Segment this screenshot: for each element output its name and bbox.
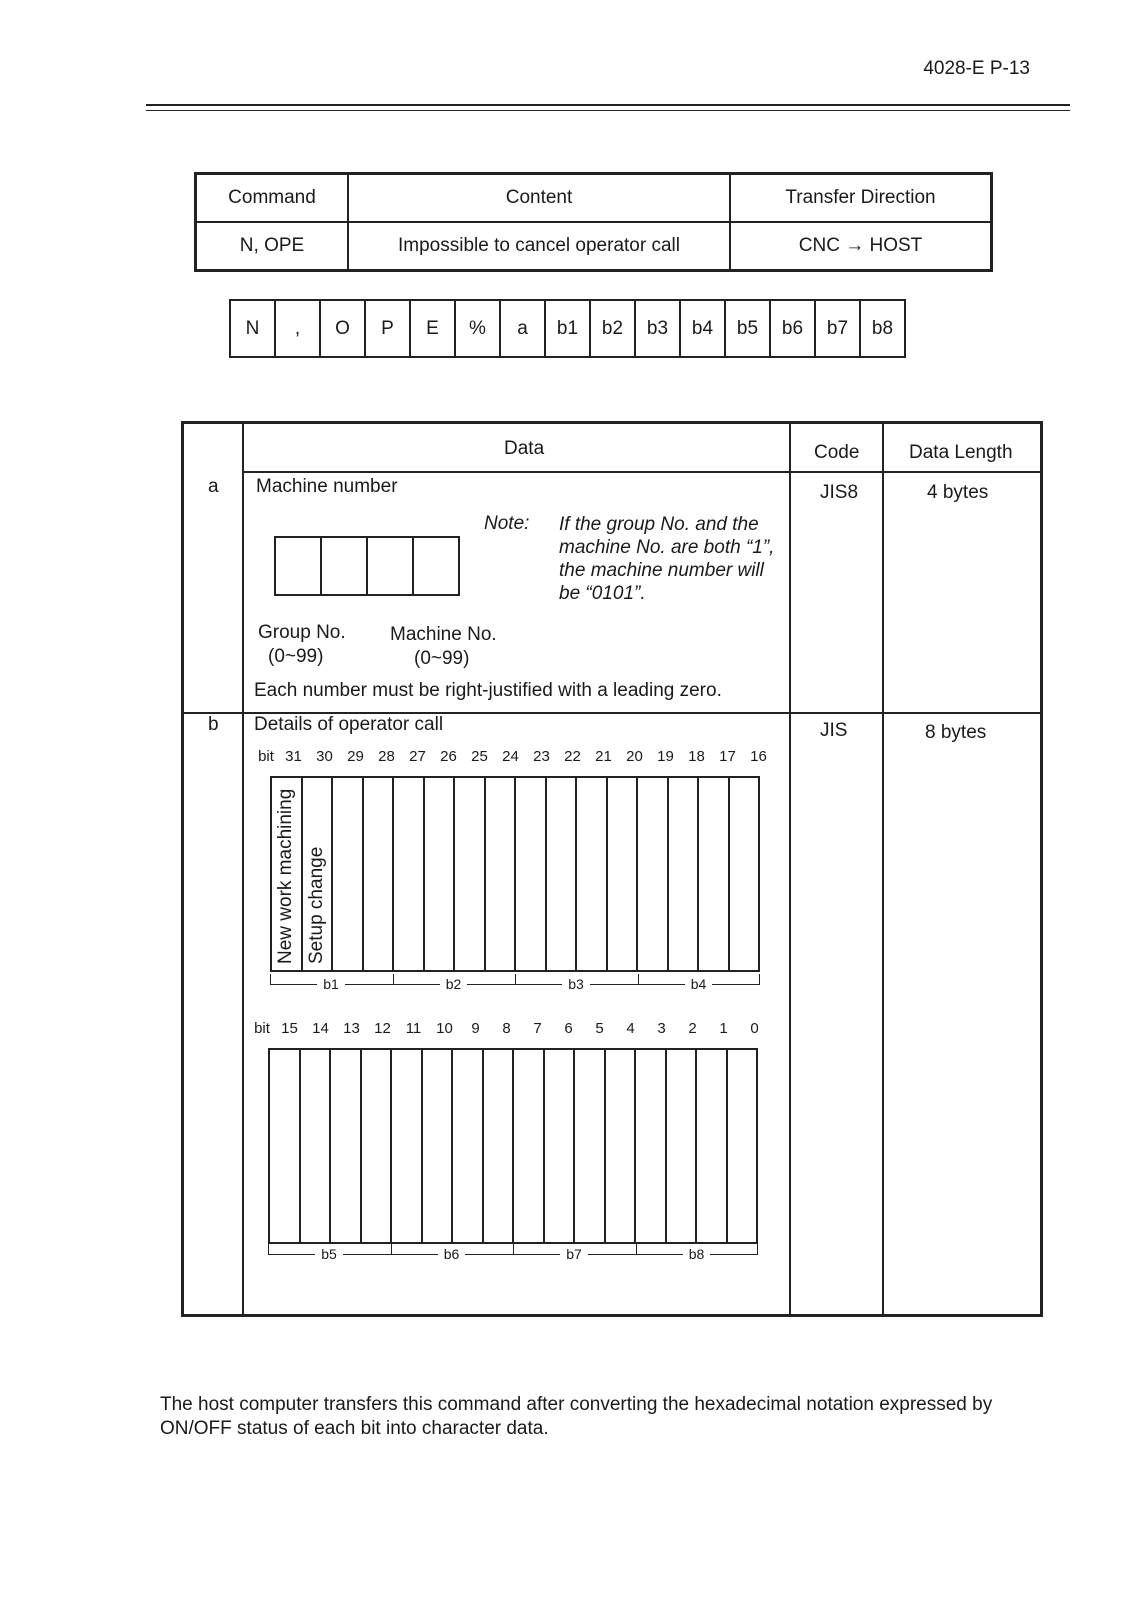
format-char-cell: b1	[545, 300, 590, 357]
bit-number: 15	[281, 1020, 298, 1037]
byte-label: b2	[440, 976, 468, 992]
page-header: 4028-E P-13	[923, 58, 1030, 79]
bit-cell	[364, 778, 395, 970]
machine-number-boxes	[274, 536, 460, 596]
bit-cell	[394, 778, 425, 970]
bit-number: 3	[657, 1020, 666, 1037]
byte-tick	[391, 1244, 392, 1255]
bit-number: 6	[564, 1020, 573, 1037]
bit-number: 4	[626, 1020, 635, 1037]
bit-cell	[606, 1050, 637, 1242]
header-code: Code	[814, 442, 860, 463]
format-char-cell: b2	[590, 300, 635, 357]
bit-grid-high	[270, 776, 760, 972]
format-char-cell: %	[455, 300, 500, 357]
bit-label: Setup change	[305, 846, 327, 964]
header-transfer-direction: Transfer Direction	[730, 174, 992, 223]
bit-number: 31	[285, 748, 302, 765]
note-text: If the group No. and the machine No. are both “1”, the machine number will be “0101”.	[559, 514, 775, 604]
bit-cell	[453, 1050, 484, 1242]
data-table	[181, 421, 1043, 1317]
bit-number: 22	[564, 748, 581, 765]
machine-no-label: Machine No.	[390, 624, 497, 645]
byte-tick	[393, 974, 394, 985]
header-data-length: Data Length	[909, 442, 1013, 463]
bit-cell	[636, 1050, 667, 1242]
bit-number: 16	[750, 748, 767, 765]
bit-number: 25	[471, 748, 488, 765]
bit-cell	[331, 1050, 362, 1242]
bit-cell	[425, 778, 456, 970]
bit-number: 30	[316, 748, 333, 765]
bit-cell	[638, 778, 669, 970]
bit-number: 13	[343, 1020, 360, 1037]
byte-tick	[515, 974, 516, 985]
format-char-cell: a	[500, 300, 545, 357]
bit-numbers-low: bit 15 14 13 12 11 10 9 8 7 6 5 4 3 2 1 0	[250, 1020, 770, 1037]
format-char-cell: N	[230, 300, 275, 357]
length-a: 4 bytes	[927, 482, 989, 503]
byte-tick	[270, 974, 271, 985]
bit-cell	[423, 1050, 454, 1242]
bit-number: 27	[409, 748, 426, 765]
header-rule	[146, 104, 1070, 106]
cell-content: Impossible to cancel operator call	[348, 222, 730, 271]
bit-number: 19	[657, 748, 674, 765]
group-no-range: (0~99)	[268, 646, 324, 667]
format-char-table	[229, 299, 906, 358]
byte-tick	[757, 1244, 758, 1255]
bit-number: 26	[440, 748, 457, 765]
bit-number: 0	[750, 1020, 759, 1037]
note-label: Note:	[484, 513, 530, 534]
bit-cell	[486, 778, 517, 970]
bit-cell	[667, 1050, 698, 1242]
bit-cell	[303, 778, 334, 970]
bit-cell	[545, 1050, 576, 1242]
format-char-cell: b3	[635, 300, 680, 357]
code-a: JIS8	[820, 482, 859, 503]
byte-tick	[513, 1244, 514, 1255]
length-b: 8 bytes	[925, 722, 987, 743]
bit-cell	[697, 1050, 728, 1242]
justify-note: Each number must be right-justified with a leading zero.	[254, 680, 722, 701]
bit-cell	[669, 778, 700, 970]
bit-cell	[730, 778, 759, 970]
bit-cell	[484, 1050, 515, 1242]
byte-label: b1	[317, 976, 345, 992]
bit-number: 18	[688, 748, 705, 765]
bit-cell	[272, 778, 303, 970]
row-id-a: a	[208, 476, 219, 497]
format-char-cell: b6	[770, 300, 815, 357]
bit-number: 1	[719, 1020, 728, 1037]
byte-bracket-high	[270, 974, 760, 996]
bit-cell	[392, 1050, 423, 1242]
bit-number: 24	[502, 748, 519, 765]
bit-number: 29	[347, 748, 364, 765]
bit-cell	[455, 778, 486, 970]
bit-cell	[699, 778, 730, 970]
operator-call-title: Details of operator call	[254, 714, 444, 735]
command-table	[194, 172, 993, 272]
bit-cell	[516, 778, 547, 970]
header-command: Command	[196, 174, 349, 223]
bit-cell	[301, 1050, 332, 1242]
format-char-cell: O	[320, 300, 365, 357]
bit-number: 7	[533, 1020, 542, 1037]
bit-cell	[547, 778, 578, 970]
format-char-cell: b8	[860, 300, 905, 357]
bit-cell	[577, 778, 608, 970]
bit-number: 5	[595, 1020, 604, 1037]
byte-label: b8	[683, 1246, 711, 1262]
bit-grid-low	[268, 1048, 758, 1244]
byte-label: b6	[438, 1246, 466, 1262]
bit-cell	[362, 1050, 393, 1242]
bit-number: 21	[595, 748, 612, 765]
format-char-cell: E	[410, 300, 455, 357]
bit-number: 28	[378, 748, 395, 765]
bit-number: 2	[688, 1020, 697, 1037]
header-data: Data	[504, 438, 545, 459]
bit-number: 14	[312, 1020, 329, 1037]
bit-cell	[575, 1050, 606, 1242]
byte-tick	[636, 1244, 637, 1255]
byte-label: b4	[685, 976, 713, 992]
format-char-cell: b5	[725, 300, 770, 357]
byte-bracket-low	[268, 1244, 758, 1266]
format-char-cell: b7	[815, 300, 860, 357]
code-b: JIS	[820, 720, 848, 741]
row-id-b: b	[208, 714, 219, 735]
bit-number: 8	[502, 1020, 511, 1037]
bit-numbers-high: bit 31 30 29 28 27 26 25 24 23 22 21 20 19 18 17 16	[254, 748, 774, 765]
bit-number: 17	[719, 748, 736, 765]
byte-tick	[268, 1244, 269, 1255]
bit-number: 20	[626, 748, 643, 765]
byte-tick	[638, 974, 639, 985]
format-char-cell: ,	[275, 300, 320, 357]
bit-number: 23	[533, 748, 550, 765]
bit-cell	[728, 1050, 757, 1242]
header-rule-thin	[146, 110, 1070, 111]
machine-number-title: Machine number	[256, 476, 398, 497]
bit-cell	[270, 1050, 301, 1242]
byte-label: b3	[562, 976, 590, 992]
format-char-cell: b4	[680, 300, 725, 357]
machine-no-range: (0~99)	[414, 648, 470, 669]
cell-command: N, OPE	[196, 222, 349, 271]
bit-cell	[608, 778, 639, 970]
bit-number: 11	[405, 1020, 422, 1037]
bit-cell	[514, 1050, 545, 1242]
format-char-cell: P	[365, 300, 410, 357]
bit-number: 10	[436, 1020, 453, 1037]
bit-label: New work machining	[275, 788, 297, 964]
byte-tick	[759, 974, 760, 985]
bit-cell	[333, 778, 364, 970]
cell-transfer-direction: CNC → HOST	[730, 222, 992, 271]
group-no-label: Group No.	[258, 622, 346, 643]
bit-number: 12	[374, 1020, 391, 1037]
byte-label: b7	[560, 1246, 588, 1262]
footer-text: The host computer transfers this command after converting the hexadecimal notation expressed by ON/OFF status of each bit into character data.	[160, 1394, 993, 1439]
header-content: Content	[348, 174, 730, 223]
byte-label: b5	[315, 1246, 343, 1262]
bit-number: 9	[471, 1020, 480, 1037]
